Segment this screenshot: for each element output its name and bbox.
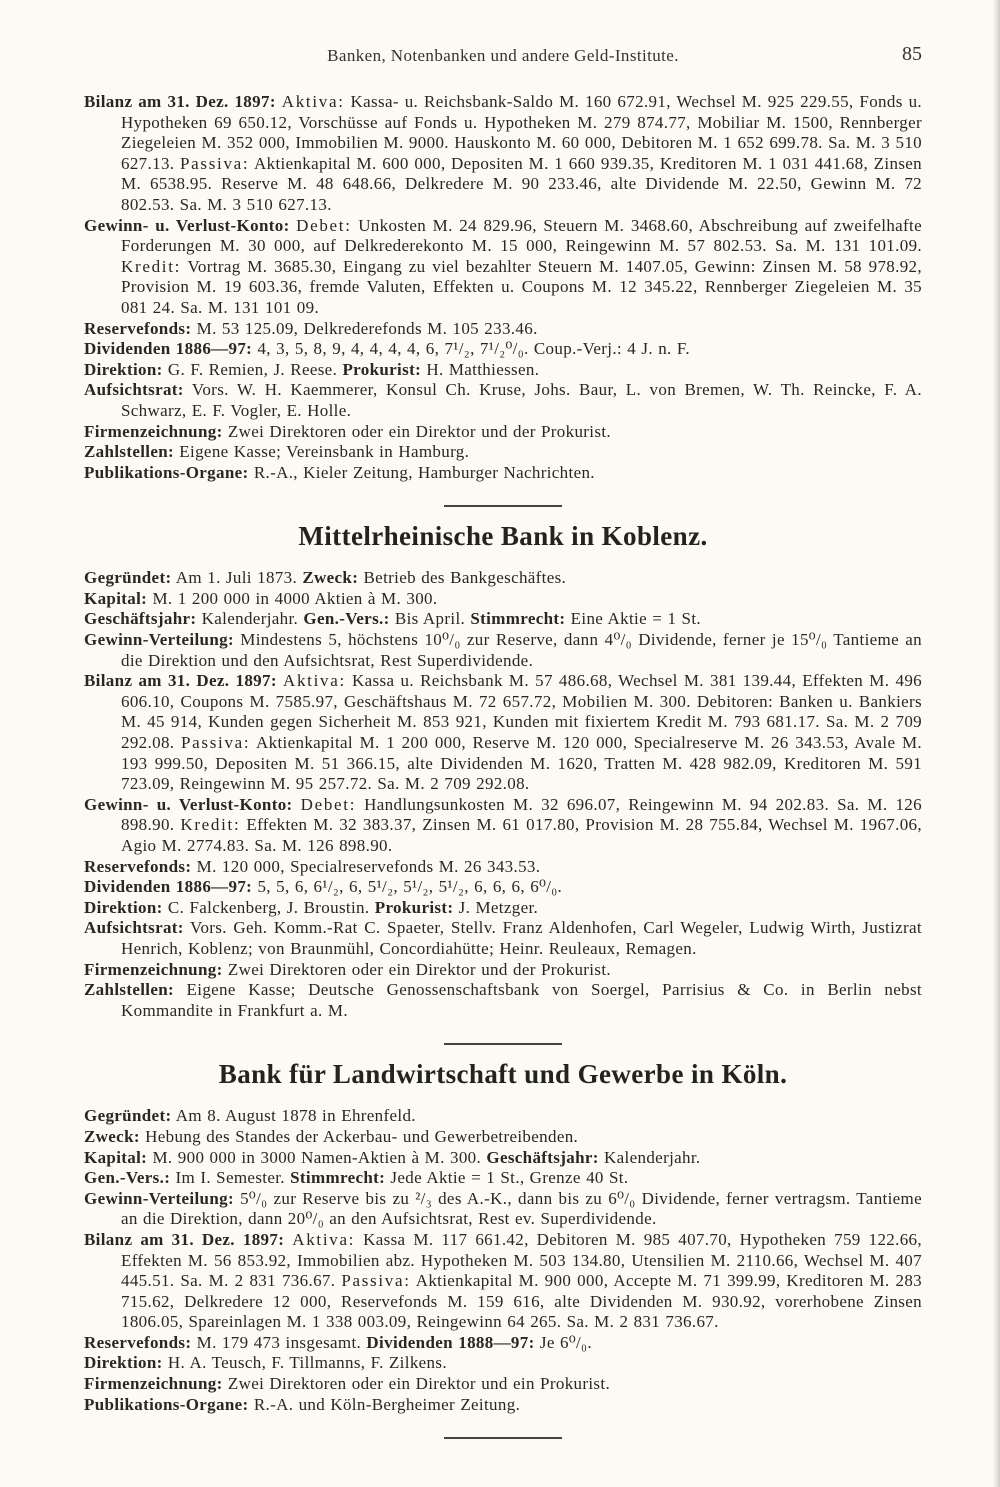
- body-text: H. A. Teusch, F. Tillmanns, F. Zilkens.: [162, 1353, 447, 1373]
- body-text: Kassa M. 117 661.42, Debitoren M. 985 407.70, Hypotheken 759 122.66, Effekten M. 56 853.92, Immobilien abz. Hypotheken M. 503 134.80, Utensilien M. 2110.66, Wechsel M. 407 445.51. Sa. M. 2 831 736.67.: [121, 1229, 922, 1291]
- entry-paragraph: [84, 568, 922, 589]
- body-text: Kalenderjahr.: [598, 1147, 701, 1167]
- bold-label: Bilanz am 31. Dez. 1897:: [84, 92, 282, 111]
- body-text: Kassa- u. Reichsbank-Saldo M. 160 672.91, Wechsel M. 925 229.55, Fonds u. Hypotheken 69 650.12, Vorschüsse auf Fonds u. Hypotheken M. 279 874.77, Mobiliar M. 1500, Rennberger Ziegeleien M. 352 000, Immobilien M. 9000. Hauskonto M. 60 000, Debitoren M. 1 652 699.78. Sa. M. 3 510 627.13.: [121, 92, 923, 173]
- bold-label: Publikations-Organe:: [84, 462, 249, 482]
- entry-paragraph: [84, 795, 922, 857]
- bank-name-heading: Mittelrheinische Bank in Koblenz.: [298, 521, 708, 552]
- spaced-term: Debet:: [300, 794, 357, 814]
- entry-paragraph: [84, 1127, 922, 1148]
- bold-label: Gewinn-Verteilung:: [84, 1188, 234, 1208]
- entry-paragraph: [84, 1148, 922, 1169]
- entry-paragraph: [84, 898, 922, 919]
- body-text: G. F. Remien, J. Reese.: [162, 359, 343, 379]
- bold-label: Prokurist:: [342, 359, 422, 379]
- bold-label: Prokurist:: [374, 897, 454, 917]
- body-text: Vors. Geh. Komm.-Rat C. Spaeter, Stellv. Franz Aldenhofen, Carl Wegeler, Ludwig Wirth, Justizrat Henrich, Koblenz; von Braunmühl, Concordiahütte; Heinr. Reuleaux, Remagen.: [121, 918, 922, 958]
- bold-label: Direktion:: [84, 1353, 163, 1373]
- body-text: Aktienkapital M. 900 000, Accepte M. 71 399.99, Kreditoren M. 283 715.62, Delkredere 12 000, Reservefonds M. 159 616, alte Dividenden M. 930.92, vorerhobene Zinsen 1806.05, Spareinlagen M. 1 338 003.09, Reingewinn 64 265. Sa. M. 2 831 736.67.: [121, 1271, 922, 1332]
- bold-label: Zahlstellen:: [84, 980, 175, 1000]
- bold-label: Gen.-Vers.:: [303, 609, 390, 629]
- bold-label: Zahlstellen:: [84, 442, 175, 462]
- spaced-term: Aktiva:: [281, 92, 345, 111]
- body-text: M. 53 125.09, Delkrederefonds M. 105 233.46.: [191, 318, 538, 338]
- bold-label: Gegründet:: [84, 568, 172, 588]
- bold-label: Gewinn- u. Verlust-Konto:: [84, 794, 301, 814]
- section-divider-rule: [444, 1043, 562, 1045]
- bold-label: Gen.-Vers.:: [84, 1168, 171, 1188]
- bold-label: Zweck:: [84, 1126, 140, 1146]
- bold-label: Reservefonds:: [84, 856, 192, 876]
- body-text: Aktienkapital M. 600 000, Depositen M. 1 660 939.35, Kreditoren M. 1 031 441.68, Zinsen M. 6538.95. Reserve M. 48 648.66, Delkredere M. 90 233.46, alte Dividende M. 22.50, Gewinn M. 72 802.53. Sa. M. 3 510 627.13.: [121, 153, 922, 214]
- entry-paragraph: [84, 360, 922, 381]
- bold-label: Firmenzeichnung:: [84, 959, 223, 979]
- body-text: Hebung des Standes der Ackerbau- und Gewerbetreibenden.: [139, 1126, 579, 1146]
- body-text: Jede Aktie = 1 St., Grenze 40 St.: [385, 1168, 629, 1188]
- body-text: Eigene Kasse; Vereinsbank in Hamburg.: [174, 442, 470, 462]
- body-text: Unkosten M. 24 829.96, Steuern M. 3468.60, Abschreibung auf zweifelhafte Forderungen M. 30 000, auf Delkrederekonto M. 15 000, Reingewinn M. 57 802.53. Sa. M. 131 101.09.: [121, 215, 922, 256]
- body-text: Kassa u. Reichsbank M. 57 486.68, Wechsel M. 381 139.44, Effekten M. 496 606.10, Coupons M. 7585.97, Geschäftshaus M. 72 657.72, Mobilien M. 300. Debitoren: Banken u. Bankiers M. 45 914, Kunden gegen Sicherheit M. 853 921, Kunden mit fixiertem Kredit M. 793 681.17. Sa. M. 2 709 292.08.: [121, 671, 922, 753]
- bold-label: Aufsichtsrat:: [84, 918, 184, 938]
- body-text: Vortrag M. 3685.30, Eingang zu viel bezahlter Steuern M. 1407.05, Gewinn: Zinsen M. 58 978.92, Provision M. 19 603.36, fremde Valuten, Effekten u. Coupons M. 12 345.22, Rennberger Ziegeleien M. 35 081 24. Sa. M. 131 101 09.: [121, 256, 922, 317]
- bold-label: Bilanz am 31. Dez. 1897:: [84, 1229, 293, 1249]
- bold-label: Kapital:: [84, 1147, 148, 1167]
- body-text: M. 179 473 insgesamt.: [191, 1332, 367, 1352]
- body-text: 5, 5, 6, 6¹/₂, 6, 5¹/₂, 5¹/₂, 5¹/₂, 6, 6, 6, 6⁰/₀.: [252, 877, 563, 897]
- bold-label: Gegründet:: [84, 1106, 172, 1126]
- entry-paragraph: [84, 609, 922, 630]
- entry-paragraph: [84, 857, 922, 878]
- body-text: Kalenderjahr.: [196, 609, 304, 629]
- entry-paragraph: [84, 1189, 922, 1230]
- entry-paragraph: [84, 1106, 922, 1127]
- body-text: M. 1 200 000 in 4000 Aktien à M. 300.: [147, 588, 438, 608]
- bold-label: Dividenden 1888—97:: [366, 1332, 535, 1352]
- entry-paragraph: [84, 1395, 922, 1416]
- body-text: Handlungsunkosten M. 32 696.07, Reingewinn M. 94 202.83. Sa. M. 126 898.90.: [121, 794, 922, 835]
- body-text: Am 1. Juli 1873.: [171, 568, 303, 588]
- entry-paragraph: [84, 877, 922, 898]
- section-divider-rule: [444, 1437, 562, 1439]
- entry-paragraph: [84, 442, 922, 463]
- spaced-term: Passiva:: [181, 733, 251, 753]
- bold-label: Stimmrecht:: [470, 609, 566, 629]
- entry-paragraph: [84, 1374, 922, 1395]
- entry-paragraph: [84, 671, 922, 795]
- bold-label: Stimmrecht:: [290, 1168, 386, 1188]
- bold-label: Direktion:: [84, 359, 163, 379]
- entry-paragraph: [84, 918, 922, 959]
- body-text: 5⁰/₀ zur Reserve bis zu ²/₃ des A.-K., dann bis zu 6⁰/₀ Dividende, ferner vertragsm. Tantieme an die Direktion, dann 20⁰/₀ an den Aufsichtsrat, Rest ev. Superdividende.: [121, 1188, 922, 1229]
- entry-paragraph: [84, 589, 922, 610]
- spaced-term: Aktiva:: [283, 671, 346, 691]
- entry-paragraph: [84, 92, 922, 216]
- body-text: Zwei Direktoren oder ein Direktor und der Prokurist.: [222, 959, 611, 979]
- spaced-term: Kredit:: [121, 256, 182, 276]
- bold-label: Dividenden 1886—97:: [84, 877, 253, 897]
- body-text: R.-A. und Köln-Bergheimer Zeitung.: [248, 1394, 521, 1414]
- entry-paragraph: [84, 422, 922, 443]
- spaced-term: Kredit:: [180, 815, 241, 835]
- body-text: Vors. W. H. Kaemmerer, Konsul Ch. Kruse, Johs. Baur, L. von Bremen, W. Th. Reincke, F. A. Schwarz, E. F. Vogler, E. Holle.: [121, 380, 922, 420]
- body-text: C. Falckenberg, J. Broustin.: [162, 897, 375, 917]
- section-divider-rule: [444, 505, 562, 507]
- bank-name-heading: Bank für Landwirtschaft und Gewerbe in Köln.: [218, 1059, 788, 1090]
- body-text: Effekten M. 32 383.37, Zinsen M. 61 017.80, Provision M. 28 755.84, Wechsel M. 1967.06, Agio M. 2774.83. Sa. M. 126 898.90.: [121, 815, 922, 855]
- body-text: Eigene Kasse; Deutsche Genossenschaftsbank von Soergel, Parrisius & Co. in Berlin nebst Kommandite in Frankfurt a. M.: [121, 980, 922, 1020]
- spaced-term: Debet:: [296, 215, 352, 235]
- spaced-term: Passiva:: [180, 153, 250, 173]
- entry-paragraph: [84, 1353, 922, 1374]
- entry-paragraph: [84, 463, 922, 484]
- bold-label: Reservefonds:: [84, 318, 192, 338]
- bold-label: Firmenzeichnung:: [84, 1374, 223, 1394]
- body-text: Zwei Direktoren oder ein Direktor und der Prokurist.: [222, 421, 611, 441]
- body-text: Betrieb des Bankgeschäftes.: [358, 568, 567, 588]
- entry-paragraph: [84, 380, 922, 421]
- entry-paragraph: [84, 216, 922, 319]
- bold-label: Dividenden 1886—97:: [84, 339, 253, 359]
- page-content: [84, 92, 922, 1439]
- body-text: H. Matthiessen.: [421, 359, 540, 379]
- body-text: M. 900 000 in 3000 Namen-Aktien à M. 300.: [147, 1147, 487, 1167]
- body-text: Mindestens 5, höchstens 10⁰/₀ zur Reserve, dann 4⁰/₀ Dividende, ferner je 15⁰/₀ Tantieme an die Direktion und den Aufsichtsrat, Rest Superdividende.: [121, 630, 922, 670]
- body-text: Bis April.: [389, 609, 471, 629]
- bold-label: Aufsichtsrat:: [84, 380, 184, 400]
- bold-label: Kapital:: [84, 588, 148, 608]
- body-text: J. Metzger.: [453, 897, 539, 917]
- entry-paragraph: [84, 339, 922, 360]
- bold-label: Geschäftsjahr:: [84, 609, 197, 629]
- spaced-term: Aktiva:: [292, 1229, 356, 1249]
- bold-label: Direktion:: [84, 897, 163, 917]
- body-text: 4, 3, 5, 8, 9, 4, 4, 4, 4, 6, 7¹/₂, 7¹/₂⁰/₀. Coup.-Verj.: 4 J. n. F.: [252, 339, 690, 359]
- entry-paragraph: [84, 1168, 922, 1189]
- bold-label: Gewinn- u. Verlust-Konto:: [84, 215, 297, 235]
- bold-label: Zweck:: [302, 568, 359, 588]
- bold-label: Geschäftsjahr:: [486, 1147, 599, 1167]
- entry-paragraph: [84, 980, 922, 1021]
- page-header: [84, 43, 922, 66]
- bold-label: Firmenzeichnung:: [84, 421, 223, 441]
- spaced-term: Passiva:: [341, 1271, 411, 1291]
- running-title: Banken, Notenbanken und andere Geld-Institute.: [327, 46, 679, 65]
- entry-paragraph: [84, 1333, 922, 1354]
- body-text: Eine Aktie = 1 St.: [565, 609, 701, 629]
- bold-label: Bilanz am 31. Dez. 1897:: [84, 671, 283, 691]
- body-text: Je 6⁰/₀.: [534, 1332, 592, 1352]
- entry-paragraph: [84, 319, 922, 340]
- bold-label: Gewinn-Verteilung:: [84, 630, 234, 650]
- entry-paragraph: [84, 1230, 922, 1333]
- body-text: M. 120 000, Specialreservefonds M. 26 343.53.: [191, 856, 541, 876]
- bold-label: Publikations-Organe:: [84, 1394, 249, 1414]
- bold-label: Reservefonds:: [84, 1332, 192, 1352]
- page-number: 85: [902, 43, 922, 65]
- entry-paragraph: [84, 630, 922, 671]
- entry-paragraph: [84, 960, 922, 981]
- body-text: R.-A., Kieler Zeitung, Hamburger Nachrichten.: [248, 462, 595, 482]
- body-text: Im I. Semester.: [170, 1168, 291, 1188]
- body-text: Am 8. August 1878 in Ehrenfeld.: [171, 1106, 416, 1126]
- body-text: Aktienkapital M. 1 200 000, Reserve M. 120 000, Specialreserve M. 26 343.53, Avale M. 193 999.50, Depositen M. 51 366.15, alte Dividenden M. 1620, Tratten M. 428 982.09, Kreditoren M. 591 723.09, Reingewinn M. 95 257.72. Sa. M. 2 709 292.08.: [121, 733, 922, 794]
- body-text: Zwei Direktoren oder ein Direktor und ein Prokurist.: [222, 1374, 611, 1394]
